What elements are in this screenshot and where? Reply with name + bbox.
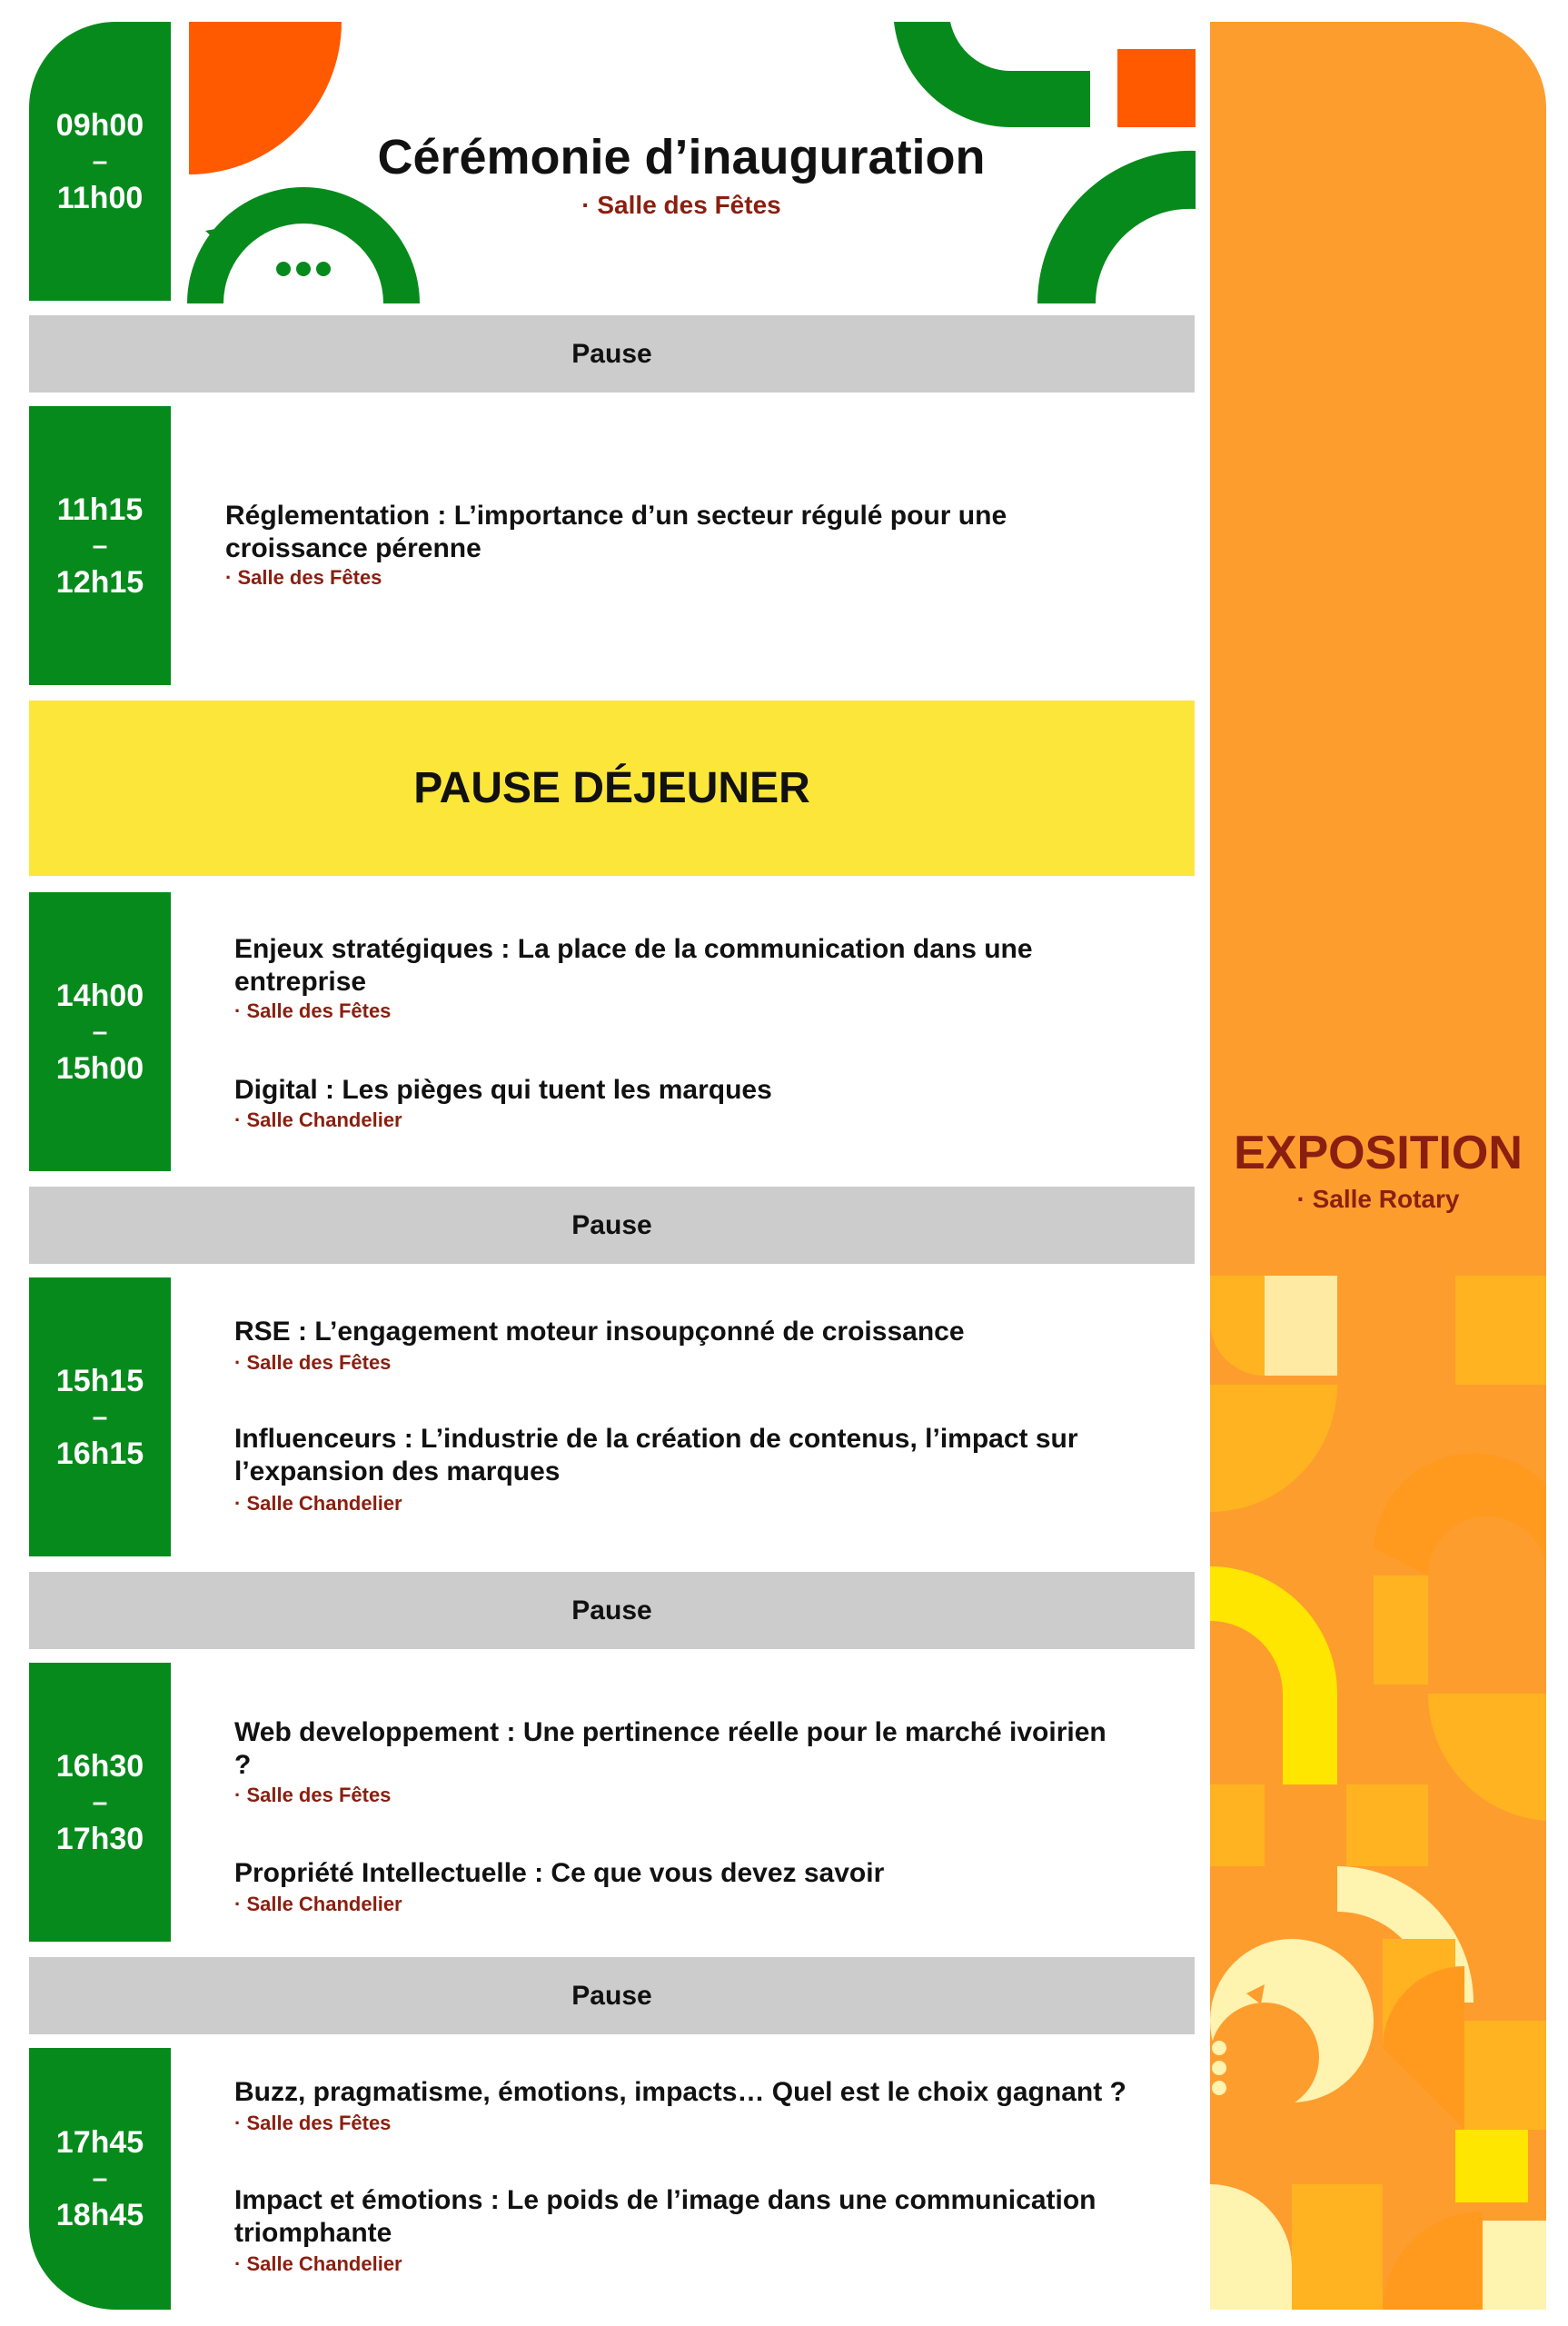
- pattern-tile: [1483, 2221, 1546, 2310]
- pause-label: Pause: [571, 1980, 652, 2011]
- time-start: 16h30: [55, 1748, 144, 1784]
- pattern-tile: [1374, 1576, 1428, 1685]
- pattern-tile: [1210, 1784, 1265, 1866]
- time-separator: –: [92, 530, 108, 561]
- time-slot: [29, 2048, 171, 2310]
- session-title: Web developpement : Une pertinence réelle pour le marché ivoirien ?: [234, 1717, 1107, 1780]
- dot-shape: [276, 262, 291, 276]
- exhibition-column: [1210, 22, 1546, 2310]
- time-slot: [29, 892, 171, 1171]
- session-room: · Salle des Fêtes: [225, 566, 382, 589]
- pause-bar: [29, 1187, 1195, 1264]
- pattern-tile: [1346, 1784, 1428, 1866]
- pause-label: Pause: [571, 1595, 652, 1625]
- time-slot: [29, 1277, 171, 1556]
- dot-shape: [1212, 2041, 1226, 2055]
- speech-bubble-shape: [1210, 2003, 1319, 2112]
- pattern-tile: [1265, 1784, 1346, 1866]
- time-start: 14h00: [55, 978, 144, 1013]
- session-title: Influenceurs : L’industrie de la création de contenus, l’impact sur l’expansion des marques: [234, 1424, 1078, 1486]
- time-end: 12h15: [55, 564, 144, 600]
- orange-square-shape: [1117, 49, 1196, 127]
- time-start: 09h00: [55, 107, 144, 143]
- pattern-tile: [1292, 2184, 1383, 2310]
- session-title: Réglementation : L’importance d’un secteur régulé pour une croissance pérenne: [225, 501, 1007, 563]
- session-room: · Salle des Fêtes: [234, 2112, 392, 2134]
- session-title: RSE : L’engagement moteur insoupçonné de croissance: [234, 1317, 965, 1347]
- pattern-tile: [1464, 2021, 1546, 2130]
- green-top-arc-shape: [894, 22, 1090, 127]
- dot-shape: [296, 262, 311, 276]
- pattern-tile: [1455, 1276, 1546, 1385]
- session-title: Propriété Intellectuelle : Ce que vous devez savoir: [234, 1858, 885, 1888]
- time-end: 17h30: [55, 1821, 144, 1856]
- time-end: 11h00: [56, 180, 144, 215]
- pattern-pale-arc: [1210, 2184, 1292, 2310]
- session-title: Impact et émotions : Le poids de l’image dans une communication triomphante: [234, 2185, 1097, 2248]
- lunch-break-bar: [29, 701, 1195, 876]
- pause-label: Pause: [571, 1209, 652, 1240]
- session-title: Enjeux stratégiques : La place de la communication dans une entreprise: [234, 934, 1033, 997]
- session-room: · Salle des Fêtes: [234, 1351, 392, 1374]
- pattern-arc: [1374, 1453, 1546, 1576]
- session-title: Digital : Les pièges qui tuent les marques: [234, 1075, 772, 1105]
- time-end: 18h45: [55, 2198, 144, 2232]
- time-start: 17h45: [55, 2125, 144, 2160]
- dot-shape: [316, 262, 331, 276]
- time-separator: –: [92, 1786, 108, 1817]
- session-room: · Salle des Fêtes: [234, 1784, 392, 1806]
- time-slot: [29, 1663, 171, 1942]
- time-start: 15h15: [55, 1363, 144, 1398]
- pause-bar: [29, 315, 1195, 393]
- lunch-label: PAUSE DÉJEUNER: [413, 764, 810, 812]
- pause-bar: [29, 1957, 1195, 2034]
- session-room: · Salle Chandelier: [234, 1492, 402, 1515]
- session-room: · Salle Chandelier: [234, 2252, 402, 2275]
- exhibition-pattern: [1210, 1276, 1546, 2310]
- dot-shape: [1212, 2081, 1226, 2095]
- session-room: · Salle Chandelier: [234, 1108, 402, 1131]
- exhibition-room: · Salle Rotary: [1296, 1185, 1460, 1213]
- pattern-arc: [1210, 1385, 1337, 1512]
- time-separator: –: [92, 2163, 108, 2193]
- time-separator: –: [92, 145, 108, 176]
- opening-title: Cérémonie d’inauguration: [377, 130, 986, 184]
- pattern-arc: [1383, 2212, 1483, 2310]
- pattern-arc: [1428, 1694, 1546, 1821]
- pattern-tile: [1346, 1276, 1428, 1376]
- time-end: 15h00: [55, 1050, 144, 1086]
- session-room: · Salle Chandelier: [234, 1893, 402, 1915]
- session-title: Buzz, pragmatisme, émotions, impacts… Quel est le choix gagnant ?: [234, 2077, 1126, 2107]
- time-slot-opening: [29, 22, 171, 301]
- pattern-yellow-arch: [1210, 1566, 1337, 1784]
- time-slot: [29, 406, 171, 685]
- session-room: · Salle des Fêtes: [234, 999, 392, 1022]
- exhibition-title: EXPOSITION: [1234, 1127, 1523, 1179]
- opening-room: · Salle des Fêtes: [581, 191, 781, 219]
- pattern-quarter: [1210, 1276, 1265, 1376]
- time-start: 11h15: [56, 492, 144, 527]
- pattern-tile: [1265, 1276, 1337, 1376]
- pattern-tile: [1455, 2130, 1528, 2202]
- pause-bar: [29, 1572, 1195, 1649]
- time-separator: –: [92, 1016, 108, 1047]
- time-separator: –: [92, 1401, 108, 1432]
- pause-label: Pause: [571, 338, 652, 369]
- dot-shape: [1212, 2061, 1226, 2075]
- time-end: 16h15: [55, 1436, 144, 1471]
